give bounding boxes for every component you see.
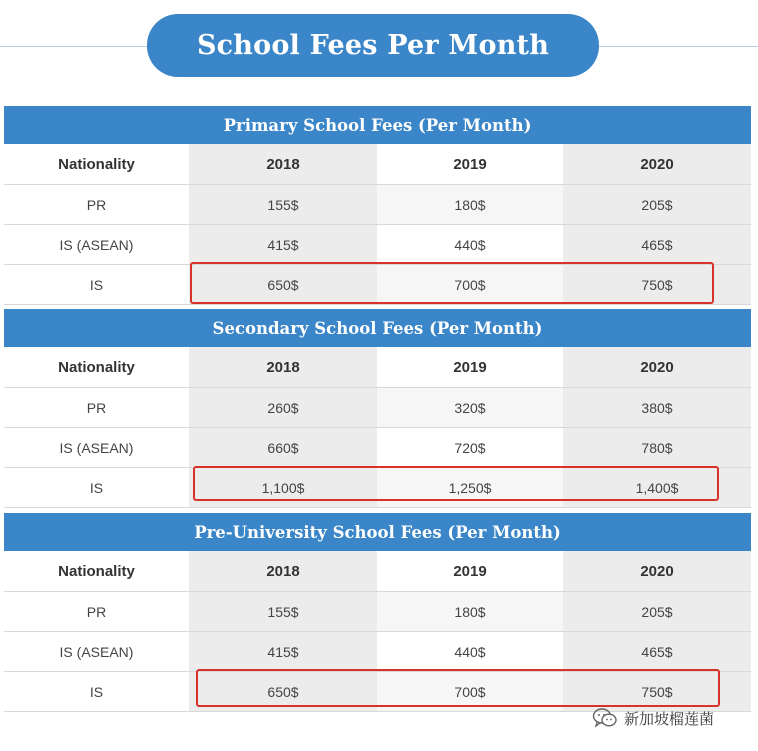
fee-cell: 415$	[189, 632, 377, 671]
column-header: 2020	[563, 551, 751, 591]
column-header: 2020	[563, 144, 751, 184]
fee-cell: 180$	[377, 592, 563, 631]
nationality-cell: IS	[4, 672, 189, 711]
section-heading: Secondary School Fees (Per Month)	[4, 309, 751, 347]
fee-cell: 260$	[189, 388, 377, 427]
fee-cell: 205$	[563, 592, 751, 631]
fee-cell: 155$	[189, 592, 377, 631]
table-header-row	[4, 551, 751, 592]
table-row	[4, 225, 751, 265]
fee-cell: 320$	[377, 388, 563, 427]
table-row	[4, 632, 751, 672]
fee-cell: 440$	[377, 225, 563, 264]
column-header: 2018	[189, 347, 377, 387]
column-header: 2019	[377, 551, 563, 591]
watermark-text: 新加坡榴莲菌	[624, 710, 715, 728]
section-heading: Pre-University School Fees (Per Month)	[4, 513, 751, 551]
column-header: 2018	[189, 551, 377, 591]
fee-cell: 440$	[377, 632, 563, 671]
nationality-cell: IS (ASEAN)	[4, 632, 189, 671]
table-row	[4, 388, 751, 428]
column-header: Nationality	[4, 347, 189, 387]
fee-cell: 1,250$	[377, 468, 563, 507]
fee-cell: 750$	[563, 672, 751, 711]
table-header-row	[4, 347, 751, 388]
wechat-icon	[592, 707, 618, 729]
table-row	[4, 185, 751, 225]
nationality-cell: PR	[4, 388, 189, 427]
fee-cell: 650$	[189, 672, 377, 711]
nationality-cell: PR	[4, 185, 189, 224]
fee-cell: 1,400$	[563, 468, 751, 507]
fee-cell: 700$	[377, 265, 563, 304]
fee-cell: 650$	[189, 265, 377, 304]
fee-cell: 465$	[563, 632, 751, 671]
section-heading: Primary School Fees (Per Month)	[4, 106, 751, 144]
column-header: Nationality	[4, 144, 189, 184]
column-header: Nationality	[4, 551, 189, 591]
nationality-cell: IS	[4, 468, 189, 507]
fee-cell: 155$	[189, 185, 377, 224]
fee-cell: 465$	[563, 225, 751, 264]
fee-cell: 780$	[563, 428, 751, 467]
fee-cell: 180$	[377, 185, 563, 224]
is-row-highlight	[193, 466, 719, 501]
is-row-highlight	[196, 669, 720, 707]
table-row	[4, 592, 751, 632]
watermark	[592, 705, 714, 731]
nationality-cell: IS (ASEAN)	[4, 428, 189, 467]
fee-cell: 660$	[189, 428, 377, 467]
column-header: 2018	[189, 144, 377, 184]
fee-cell: 205$	[563, 185, 751, 224]
nationality-cell: PR	[4, 592, 189, 631]
table-row	[4, 428, 751, 468]
fee-cell: 700$	[377, 672, 563, 711]
fee-cell: 1,100$	[189, 468, 377, 507]
column-header: 2020	[563, 347, 751, 387]
page-title: School Fees Per Month	[147, 14, 599, 77]
nationality-cell: IS (ASEAN)	[4, 225, 189, 264]
column-header: 2019	[377, 347, 563, 387]
fee-cell: 750$	[563, 265, 751, 304]
fee-cell: 380$	[563, 388, 751, 427]
table-header-row	[4, 144, 751, 185]
fee-cell: 720$	[377, 428, 563, 467]
column-header: 2019	[377, 144, 563, 184]
nationality-cell: IS	[4, 265, 189, 304]
is-row-highlight	[190, 262, 714, 304]
fee-cell: 415$	[189, 225, 377, 264]
